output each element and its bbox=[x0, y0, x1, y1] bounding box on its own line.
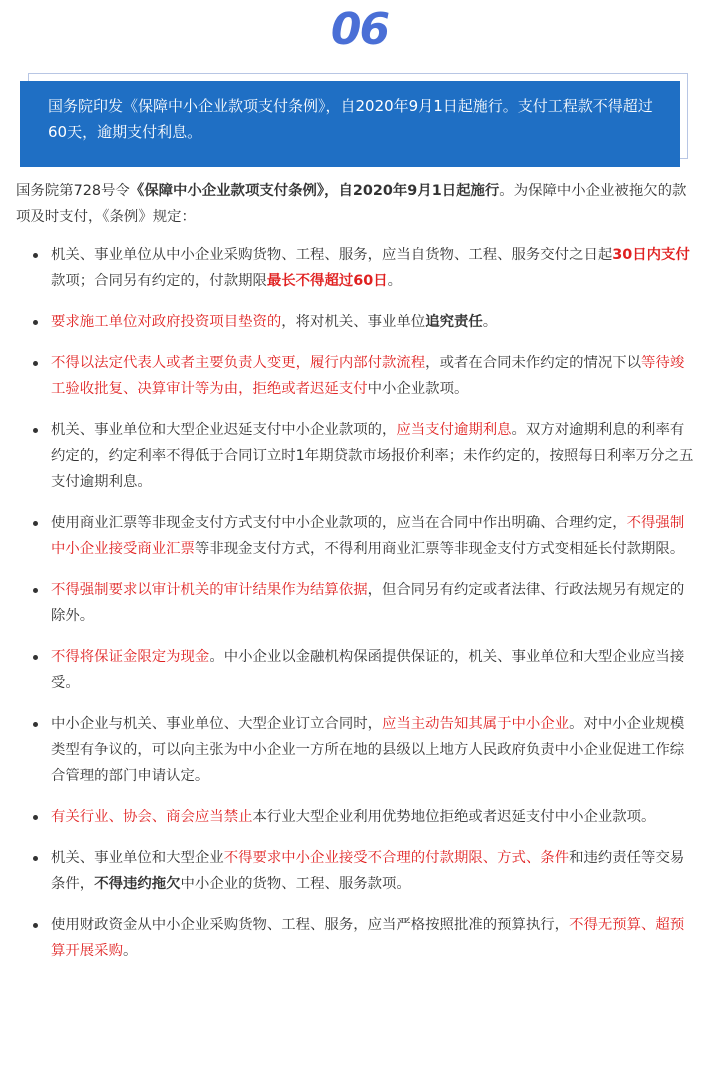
callout-text: 国务院印发《保障中小企业款项支付条例》，自2020年9月1日起施行。支付工程款不得超过60天，逾期支付利息。 bbox=[20, 81, 680, 167]
highlight-text: 最长不得超过60日 bbox=[266, 273, 388, 289]
body-text: 机关、事业单位从中小企业采购货物、工程、服务，应当自货物、工程、服务交付之日起 bbox=[51, 247, 613, 263]
list-item bbox=[16, 242, 698, 294]
highlight-text: 追究责任 bbox=[425, 314, 483, 330]
regulation-list bbox=[16, 242, 698, 964]
body-text: 。为保障中小企业被拖欠的款项及时支付，《条例》规定： bbox=[16, 183, 687, 225]
highlight-text: 等待竣工验收批复、决算审计等为由，拒绝或者迟延支付 bbox=[51, 355, 685, 397]
body-text: 中小企业的货物、工程、服务款项。 bbox=[180, 876, 411, 892]
list-item bbox=[16, 711, 698, 789]
body-text: 。对中小企业规模类型有争议的，可以向主张为中小企业一方所在地的县级以上地方人民政府负责中小企业促进工作综合管理的部门申请认定。 bbox=[51, 716, 685, 784]
body-text: 国务院第728号令 bbox=[16, 183, 130, 199]
body-text: 使用财政资金从中小企业采购货物、工程、服务，应当严格按照批准的预算执行， bbox=[51, 917, 570, 933]
highlight-text: 不得强制中小企业接受商业汇票 bbox=[51, 515, 685, 557]
body-text: 。 bbox=[387, 273, 403, 289]
list-item bbox=[16, 577, 698, 629]
highlight-text: 应当支付逾期利息 bbox=[396, 422, 512, 438]
highlight-text: 要求施工单位对政府投资项目垫资的 bbox=[51, 314, 282, 330]
list-item bbox=[16, 350, 698, 402]
body-text: 使用商业汇票等非现金支付方式支付中小企业款项的，应当在合同中作出明确、合理约定， bbox=[51, 515, 627, 531]
body-text: 中小企业款项。 bbox=[367, 381, 469, 397]
highlight-text: 不得强制要求以审计机关的审计结果作为结算依据 bbox=[51, 582, 368, 598]
highlight-text: 应当主动告知其属于中小企业 bbox=[382, 716, 570, 732]
section-number: 06 bbox=[330, 4, 389, 55]
list-item bbox=[16, 804, 698, 830]
body-text: 。 bbox=[122, 943, 138, 959]
highlight-text: 不得无预算、超预算开展采购 bbox=[51, 917, 685, 959]
body-text: 。双方对逾期利息的利率有约定的，约定利率不得低于合同订立时1年期贷款市场报价利率；未作约定的，按照每日利率万分之五支付逾期利息。 bbox=[51, 422, 694, 490]
highlight-text: 不得要求中小企业接受不合理的付款期限、方式、条件 bbox=[223, 850, 570, 866]
body-text: 款项；合同另有约定的，付款期限 bbox=[51, 273, 267, 289]
intro-paragraph bbox=[16, 178, 698, 230]
highlight-text: 《保障中小企业款项支付条例》，自2020年9月1日起施行 bbox=[129, 183, 500, 199]
highlight-text: 不得以法定代表人或者主要负责人变更，履行内部付款流程 bbox=[51, 355, 426, 371]
list-item bbox=[16, 417, 698, 495]
body-text: 。中小企业以金融机构保函提供保证的，机关、事业单位和大型企业应当接受。 bbox=[51, 649, 685, 691]
body-text: 中小企业与机关、事业单位、大型企业订立合同时， bbox=[51, 716, 382, 732]
body-text: 本行业大型企业利用优势地位拒绝或者迟延支付中小企业款项。 bbox=[252, 809, 656, 825]
highlight-text: 不得将保证金限定为现金 bbox=[51, 649, 210, 665]
list-item bbox=[16, 912, 698, 964]
body-text: ，但合同另有约定或者法律、行政法规另有规定的除外。 bbox=[51, 582, 685, 624]
body-text: ，将对机关、事业单位 bbox=[281, 314, 426, 330]
body-text: 等非现金支付方式，不得利用商业汇票等非现金支付方式变相延长付款期限。 bbox=[194, 541, 685, 557]
highlight-text: 有关行业、协会、商会应当禁止 bbox=[51, 809, 253, 825]
list-item bbox=[16, 644, 698, 696]
body-text: ，或者在合同未作约定的情况下以 bbox=[425, 355, 642, 371]
highlight-text: 30日内支付 bbox=[612, 247, 690, 263]
list-item bbox=[16, 845, 698, 897]
article-body bbox=[16, 178, 698, 979]
body-text: 机关、事业单位和大型企业迟延支付中小企业款项的， bbox=[51, 422, 397, 438]
highlight-text: 不得违约拖欠 bbox=[94, 876, 181, 892]
list-item bbox=[16, 309, 698, 335]
body-text: 机关、事业单位和大型企业 bbox=[51, 850, 224, 866]
list-item bbox=[16, 510, 698, 562]
body-text: 。 bbox=[482, 314, 498, 330]
body-text: 和违约责任等交易条件， bbox=[51, 850, 685, 892]
callout-banner bbox=[20, 73, 680, 159]
